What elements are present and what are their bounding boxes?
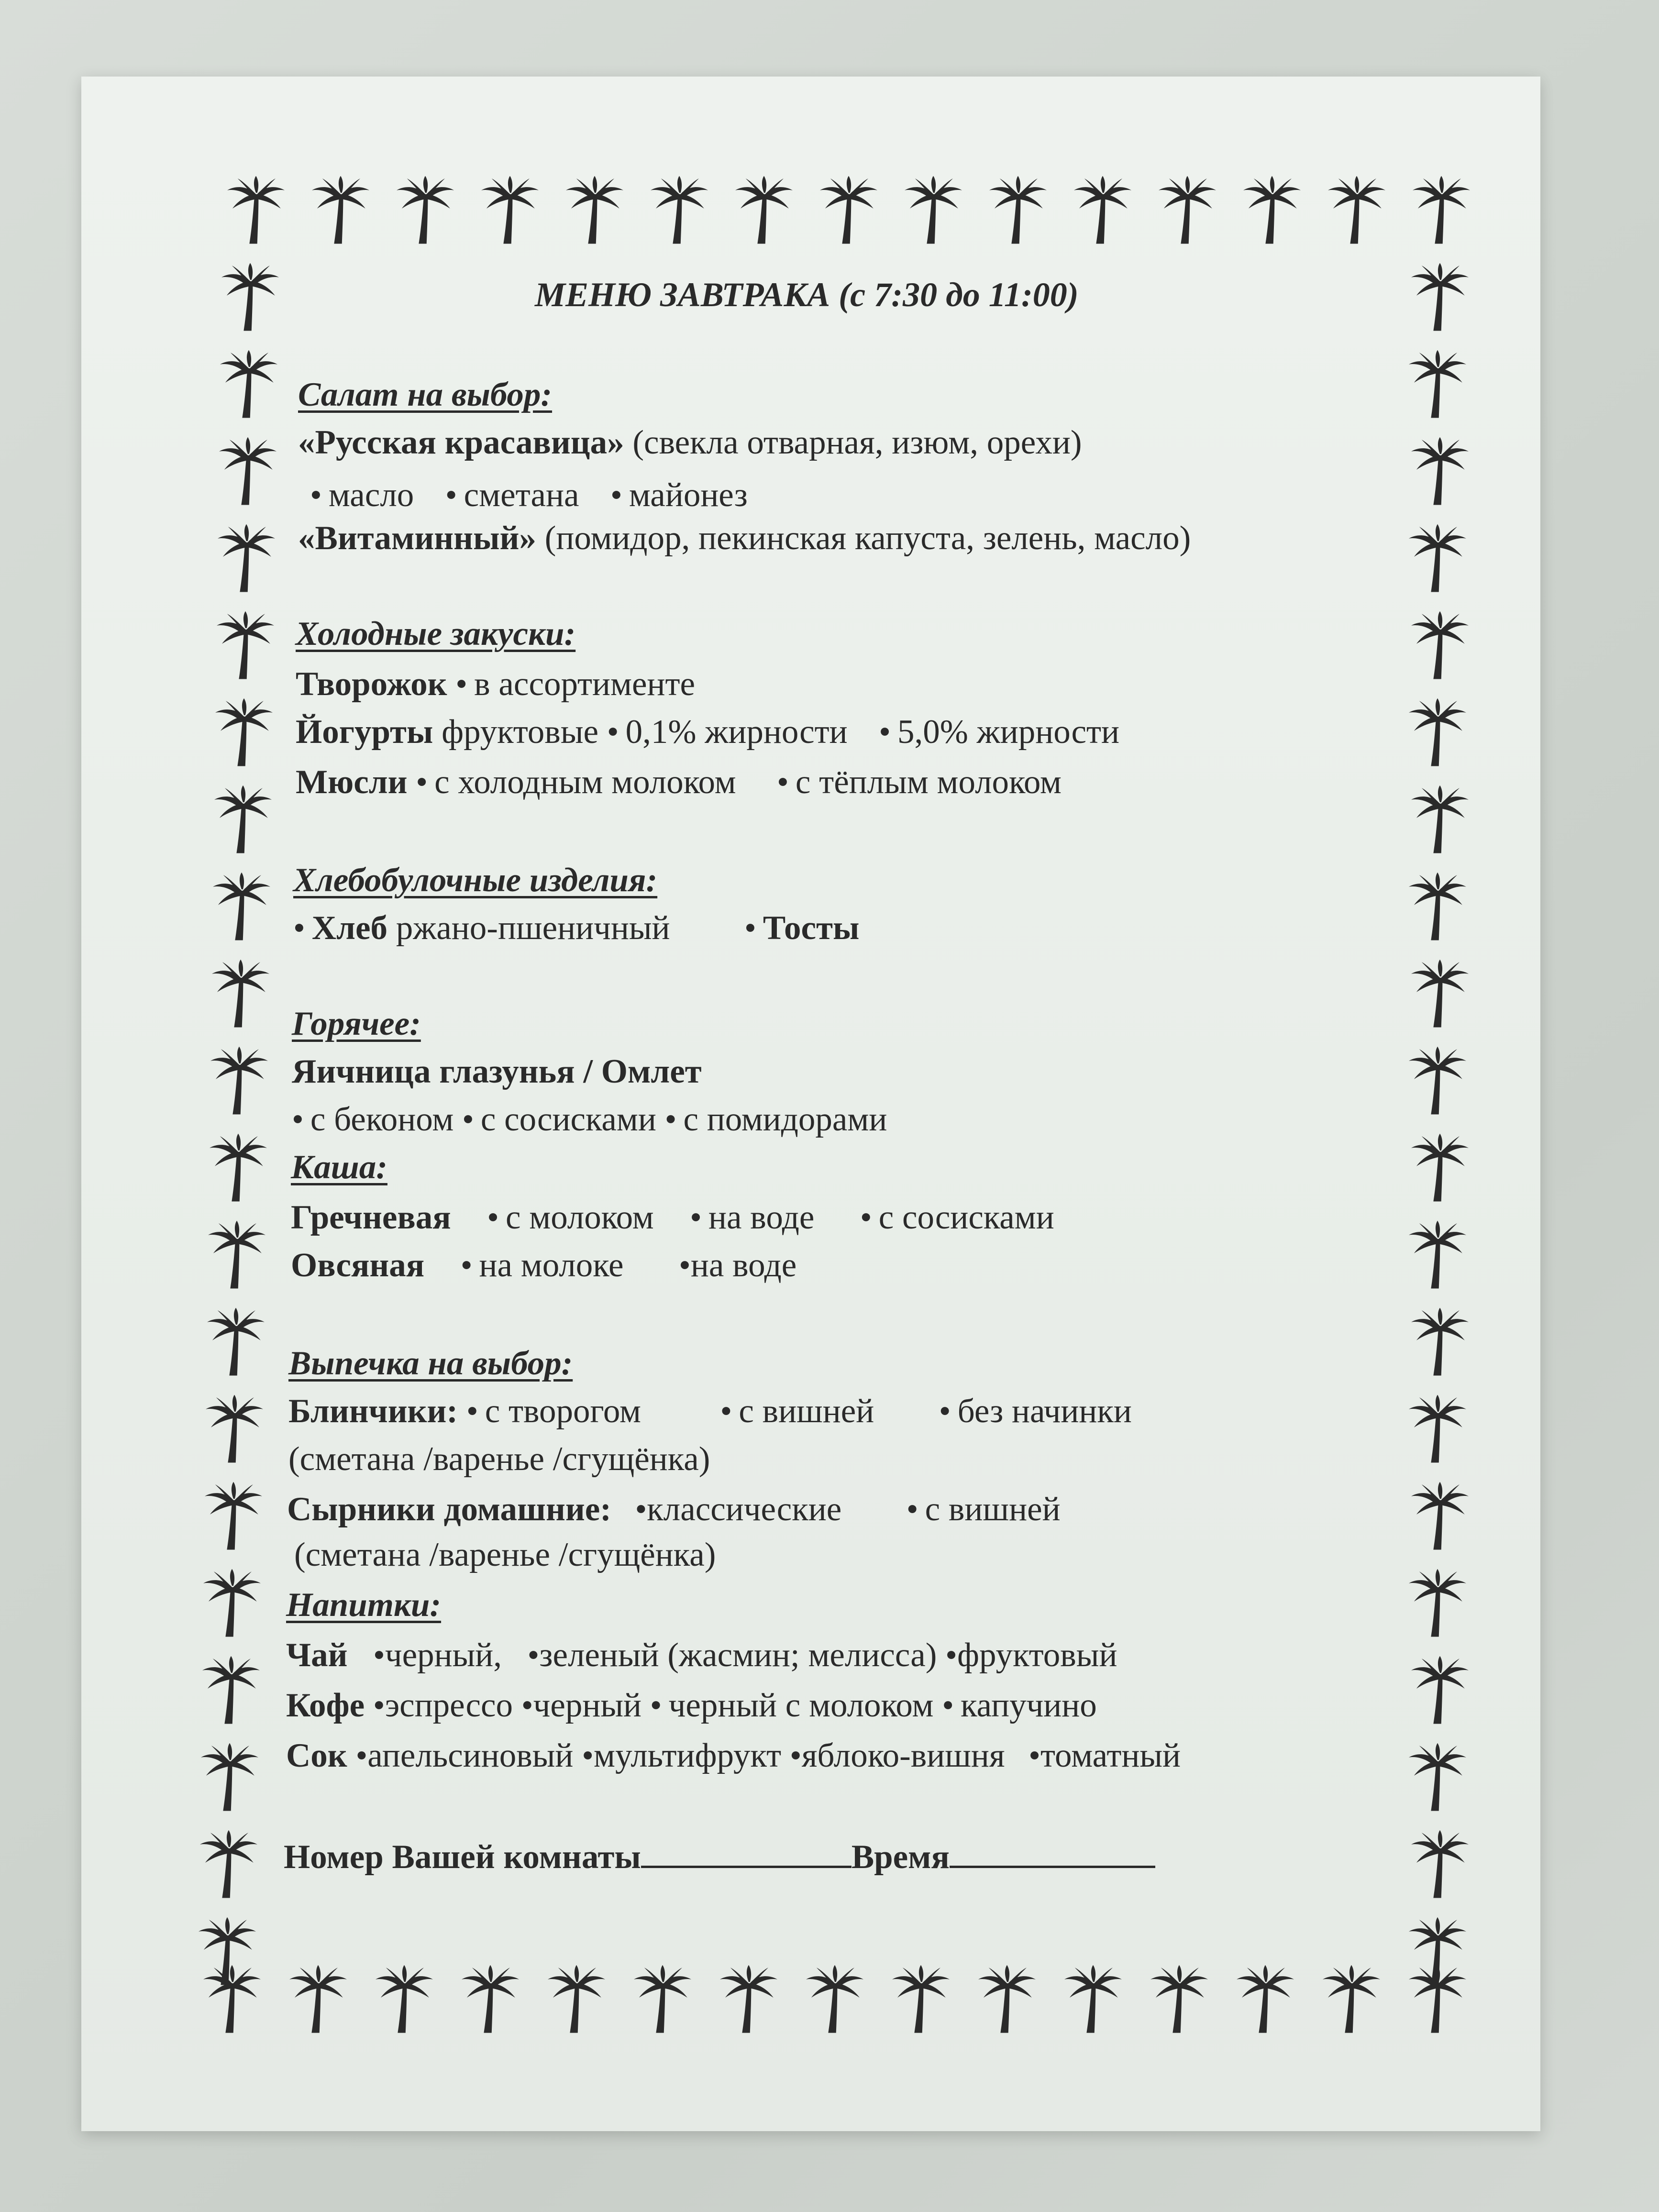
palm-tree-icon [1154,175,1221,246]
palm-tree-icon [1404,1916,1471,1988]
palm-tree-icon [212,610,279,682]
cold-item-yogurt [296,713,1119,752]
item-option: капучино [961,1687,1097,1724]
bread-items [293,909,859,948]
palm-tree-icon [1239,175,1305,246]
palm-tree-icon [715,1964,782,2035]
bullet: • [462,1101,474,1138]
pastry-blini-extras: (сметана /варенье /сгущёнка) [288,1440,710,1478]
pastry-syrniki [287,1490,1061,1529]
palm-tree-icon [1146,1964,1213,2035]
palm-tree-icon [457,1964,524,2035]
item-name: Гречневая [291,1199,451,1236]
bullet: • [690,1199,702,1236]
item-option: апельсиновый [367,1737,574,1774]
palm-tree-icon [195,1829,262,1901]
palm-tree-icon [194,1916,261,1988]
bullet: • [664,1101,677,1138]
palm-tree-icon [984,175,1051,246]
palm-tree-icon [1406,1306,1473,1378]
dressing-option: сметана [464,476,579,514]
bullet: • [292,1101,304,1138]
palm-tree-icon [206,1045,273,1117]
palm-tree-icon [1404,1045,1471,1117]
item-desc: ржано-пшеничный [396,909,670,947]
palm-tree-icon [1406,1655,1473,1726]
palm-tree-icon [1406,1829,1473,1901]
item-name: Тосты [763,909,860,947]
hot-heading: Горячее: [292,1005,421,1042]
drinks-juice [286,1736,1181,1775]
pastry-heading: Выпечка на выбор: [288,1345,573,1382]
palm-tree-icon [1404,1742,1471,1814]
item-name: Блинчики: [288,1393,458,1430]
page-title: МЕНЮ ЗАВТРАКА (с 7:30 до 11:00) [535,276,1079,314]
palm-tree-icon [1323,175,1390,246]
palm-tree-icon [214,436,281,508]
item-name: Йогурты [296,713,433,751]
palm-tree-icon [210,697,277,769]
palm-tree-icon [371,1964,438,2035]
bullet: • [942,1687,954,1724]
item-option: с тёплым молоком [795,763,1062,801]
time-field[interactable] [950,1837,1155,1868]
salad-item-vitaminny [298,519,1191,558]
salad-item-desc: (свекла отварная, изюм, орехи) [632,424,1082,461]
item-option: на воде [708,1199,815,1236]
palm-tree-icon [561,175,628,246]
item-option: томатный [1040,1737,1181,1774]
item-option: на воде [690,1247,797,1284]
bullet: • [650,1687,662,1724]
bullet: • [879,713,891,751]
item-desc: фруктовые [442,713,599,751]
bullet: • [373,1687,385,1724]
item-name: Сырники домашние: [287,1491,611,1528]
item-name: Чай [286,1637,348,1674]
palm-tree-icon [200,1481,267,1552]
dressing-option: майонез [629,476,748,514]
item-option: яблоко-вишня [801,1737,1005,1774]
hot-options [292,1100,887,1139]
item-name: Мюсли [296,763,408,801]
palm-tree-icon [1404,1219,1471,1291]
bullet: • [720,1393,732,1430]
palm-tree-icon [215,349,282,420]
hot-item-eggs: Яичница глазунья / Омлет [292,1053,702,1090]
item-option: 0,1% жирности [625,713,848,751]
item-option: без начинки [957,1393,1132,1430]
palm-tree-icon [217,262,284,333]
item-option: в ассортименте [474,665,696,703]
dressing-option: масло [328,476,414,514]
palm-tree-icon [201,1394,268,1465]
bullet: • [455,665,468,703]
bullet: • [789,1737,802,1774]
palm-tree-icon [1060,1964,1127,2035]
palm-tree-icon [202,1306,269,1378]
palm-tree-icon [208,871,275,943]
palm-tree-icon [1406,784,1473,856]
drinks-coffee [286,1686,1097,1725]
bullet: • [445,476,457,514]
bullet: • [487,1199,499,1236]
bullet: • [582,1737,594,1774]
bread-heading: Хлебобулочные изделия: [293,862,658,899]
item-option: с вишней [739,1393,874,1430]
palm-tree-icon [307,175,374,246]
palm-tree-icon [629,1964,696,2035]
item-name: Хлеб [311,909,387,947]
palm-tree-icon [1404,1394,1471,1465]
item-option: черный с молоком [668,1687,934,1724]
bullet: • [860,1199,872,1236]
bullet: • [355,1737,368,1774]
bullet: • [607,713,619,751]
item-option: черный, [385,1637,502,1674]
bullet: • [777,763,789,801]
palm-tree-icon [801,1964,868,2035]
palm-tree-icon [198,1655,265,1726]
palm-tree-icon [210,784,276,856]
item-option: классические [647,1491,842,1528]
palm-tree-icon [203,1219,270,1291]
item-name: Кофе [286,1687,365,1724]
bullet: • [939,1393,951,1430]
pastry-syrniki-extras: (сметана /варенье /сгущёнка) [294,1536,716,1573]
palm-tree-icon [1406,1132,1473,1204]
palm-tree-icon [1318,1964,1385,2035]
salad-dressings [310,476,748,515]
item-option: фруктовый [957,1637,1117,1674]
palm-tree-icon [1069,175,1136,246]
item-option: эспрессо [385,1687,513,1724]
drinks-tea [286,1636,1117,1675]
item-option: с сосисками [480,1101,656,1138]
item-option: с творогом [485,1393,641,1430]
item-name: Сок [286,1737,347,1774]
salad-item-russkaya [298,423,1082,462]
porridge-heading: Каша: [291,1149,387,1186]
item-option: черный [533,1687,642,1724]
palm-tree-icon [1406,436,1473,508]
palm-tree-icon [1404,523,1471,595]
palm-tree-icon [196,1742,263,1814]
palm-tree-icon [213,523,280,595]
palm-tree-icon [1406,262,1473,333]
salad-item-name: «Витаминный» [298,520,536,557]
palm-tree-icon [1406,610,1473,682]
palm-tree-icon [900,175,967,246]
palm-tree-icon [476,175,543,246]
palm-tree-icon [815,175,882,246]
palm-tree-icon [1404,1568,1471,1639]
item-option: с беконом [310,1101,454,1138]
order-form-footer [284,1837,1155,1877]
cold-heading: Холодные закуски: [296,615,576,653]
item-name: Овсяная [291,1247,425,1284]
cold-item-muesli [296,763,1062,802]
time-label: Время [851,1838,950,1876]
salad-item-name: «Русская красавица» [298,424,624,461]
palm-tree-icon [222,175,289,246]
palm-tree-icon [205,1132,272,1204]
bullet: • [744,909,756,947]
palm-tree-icon [543,1964,610,2035]
palm-tree-icon [973,1964,1040,2035]
palm-tree-icon [1406,1481,1473,1552]
room-number-label: Номер Вашей комнаты [284,1838,641,1876]
item-option: зеленый (жасмин; мелисса) [539,1637,937,1674]
bullet: • [610,476,622,514]
salad-heading: Салат на выбор: [298,376,553,413]
pastry-blini [288,1392,1132,1431]
palm-tree-icon [646,175,713,246]
cold-item-tvorog [296,665,695,704]
item-option: с помидорами [683,1101,887,1138]
palm-tree-icon [730,175,797,246]
item-name: Творожок [296,665,447,703]
room-number-field[interactable] [641,1837,852,1868]
palm-tree-icon [1406,958,1473,1030]
palm-tree-icon [1404,871,1471,943]
palm-tree-icon [1232,1964,1299,2035]
porridge-oat [291,1246,796,1285]
bullet: • [416,763,428,801]
palm-tree-icon [887,1964,954,2035]
palm-tree-icon [285,1964,352,2035]
bullet: • [1029,1737,1040,1774]
palm-tree-icon [392,175,459,246]
bullet: • [466,1393,478,1430]
item-option: с молоком [506,1199,654,1236]
bullet: • [678,1247,691,1284]
item-option: с сосисками [878,1199,1054,1236]
bullet: • [460,1247,473,1284]
bullet: • [635,1491,647,1528]
palm-tree-icon [1408,175,1475,246]
bullet: • [310,476,322,514]
item-option: с вишней [925,1491,1061,1528]
salad-item-desc: (помидор, пекинская капуста, зелень, масло) [544,520,1191,557]
bullet: • [293,909,305,947]
item-option: с холодным молоком [434,763,736,801]
palm-tree-icon [1404,697,1471,769]
palm-tree-icon [199,1568,265,1639]
bullet: • [906,1491,918,1528]
bullet: • [945,1637,958,1674]
item-option: 5,0% жирности [897,713,1120,751]
palm-tree-icon [207,958,274,1030]
palm-tree-icon [1404,349,1471,420]
bullet: • [527,1637,540,1674]
bullet: • [521,1687,533,1724]
item-option: на молоке [479,1247,624,1284]
porridge-buckwheat [291,1198,1054,1237]
drinks-heading: Напитки: [286,1586,442,1624]
item-option: мультифрукт [594,1737,782,1774]
bullet: • [373,1637,385,1674]
